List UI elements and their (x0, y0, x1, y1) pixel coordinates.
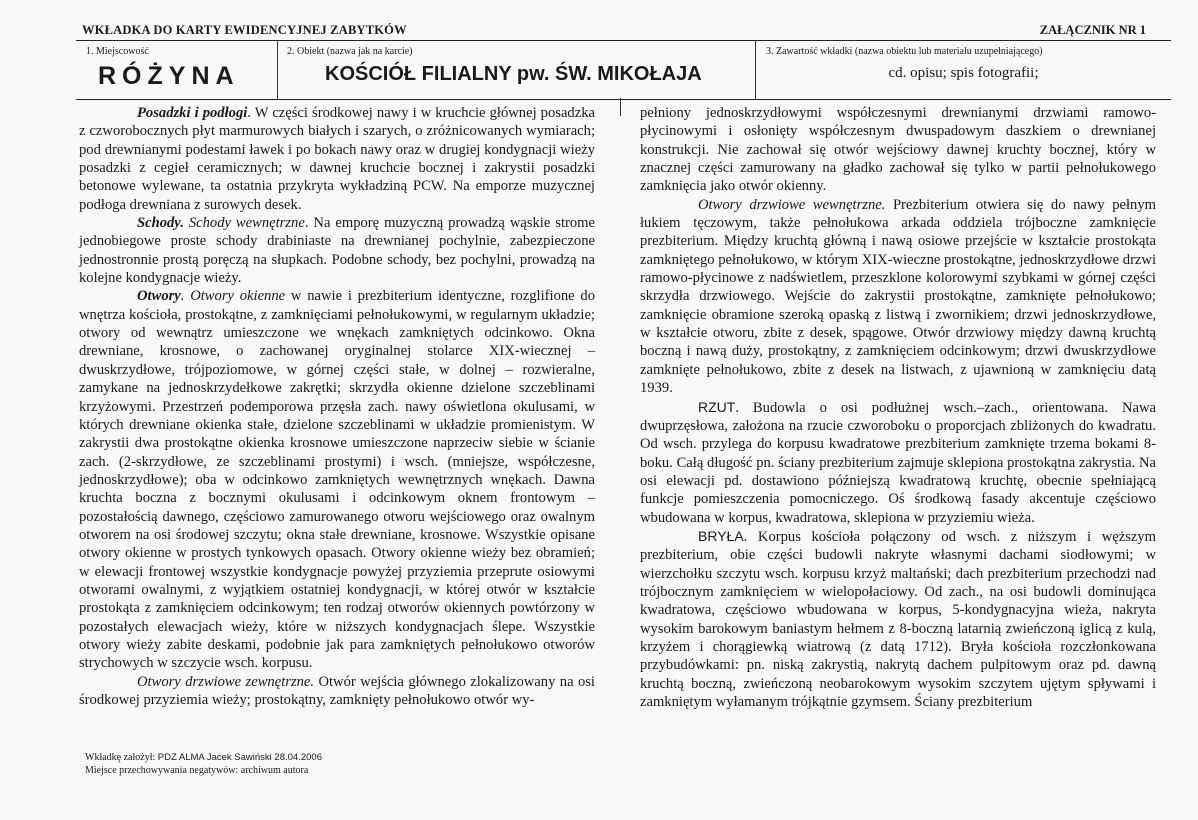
annex-number: ZAŁĄCZNIK NR 1 (1039, 23, 1146, 37)
heading-plan: RZUT (698, 398, 736, 415)
right-text-column (640, 104, 1156, 711)
locality-value: RÓŻYNA (98, 62, 240, 90)
heading-openings: Otwory (137, 288, 181, 305)
contents-cell (756, 41, 1171, 99)
author-label: Wkładkę założył: (85, 752, 156, 763)
subheading-exterior-doors: Otwory drzwiowe zewnętrzne. (137, 673, 315, 690)
heading-stairs: Schody. (137, 215, 184, 232)
object-cell (277, 41, 756, 99)
locality-cell (76, 41, 278, 99)
contents-label: 3. Zawartość wkładki (nazwa obiektu lub materiału uzupełniającego) (766, 46, 1043, 57)
heading-floors: Posadzki i podłogi (137, 105, 248, 121)
subheading-stairs: Schody wewnętrzne (183, 215, 305, 232)
paragraph-text: Otwór wejścia głównego zlokalizowany na osi środkowej przyziemia wieży; prostokątny, zamknięty pełnołukowo otwór wy- (79, 673, 595, 708)
paragraph-text: . Na emporę muzyczną prowadzą wąskie strome jednobiegowe proste schody drabiniaste na drewnianej pochylnie, zabezpieczone jednostronnie prostą poręczą na słupkach. Podobne schody, bez pochylni, prowadzą na kolejne kondygnacje wieży. (79, 215, 595, 287)
footer (85, 751, 322, 777)
object-label: 2. Obiekt (nazwa jak na karcie) (287, 46, 413, 57)
paragraph-interior-doors (640, 196, 1156, 398)
paragraph-openings (79, 287, 595, 672)
negatives-label: Miejsce przechowywania negatywów: (85, 765, 239, 776)
heading-mass: BRYŁA (698, 527, 744, 544)
paragraph-text: . Budowla o osi podłużnej wsch.–zach., orientowana. Nawa dwuprzęsłowa, założona na rzucie czworoboku o proporcjach zbliżonych do kwadratu. Od wsch. przylega do korpusu kwadratowe prezbiterium zamknięte trzema bokami 8-boku. Całą długość pn. ściany prezbiterium zajmuje sklepiona prostokątna zakrystia. Na osi elewacji pd. dostawiono późniejszą kwadratową kruchtę, obecnie spełniającą funkcje pomieszczenia pomocniczego. Oś środkową fasady akcentuje częściowo wbudowana w korpus, kwadratowa, sklepiona w przyziemiu wieża. (640, 399, 1156, 526)
negatives-value: archiwum autora (240, 765, 309, 776)
paragraph-stairs (79, 214, 595, 287)
document-title: WKŁADKA DO KARTY EWIDENCYJNEJ ZABYTKÓW (82, 23, 407, 37)
paragraph-plan (640, 398, 1156, 527)
author-value: PDZ ALMA Jacek Sawiński 28.04.2006 (157, 752, 322, 763)
locality-label: 1. Miejscowość (86, 46, 149, 57)
paragraph-continuation (640, 104, 1156, 196)
paragraph-text: pełniony jednoskrzydłowymi współczesnymi drewnianymi drzwiami ramowo-płycinowymi i osłonięty współczesnym dwuspadowym daszkiem o drewnianej konstrukcji. Nie zachował się otwór wejściowy dawnej kruchty bocznej, który w znacznej części zamurowany na gładko zachował się tylko w partii pełnołukowego zamknięcia jako otwór okienny. (640, 105, 1156, 195)
paragraph-text: w nawie i prezbiterium identyczne, rozglifione do wnętrza kościoła, prostokątne, z zamknięciami pełnołukowymi, w regularnym układzie; otwory od wewnątrz umieszczone we wnękach zamkniętych odcinkowo. Okna drewniane, krosnowe, o zachowanej oryginalnej stolarce XIX-wiecznej – dwuskrzydłowe, trójpoziomowe, w górnej części stałe, w dolnej – rozwieralne, zamykane na jednoskrzydełkowe zakrętki; skrzydła okienne dzielone szczeblinami krzyżowymi. Przestrzeń podemporowa przęsła zach. nawy oświetlona okulusami, w których drewniane okienka stałe, dzielone szczeblinami w układzie promienistym. W zakrystii dwa prostokątne okienka krosnowe umieszczone naprzeciw siebie w ścianie zach. (2-skrzydłowe, ze szczeblinami prostymi) i wsch. (mniejsze, współczesne, jednoskrzydłowe); oba w odcinkowo zamkniętych wewnętrznych wnękach. Dawna kruchta boczna z bocznymi okulusami i odcinkowym oknem frontowym – pozostałością dawnego, częściowo zamurowanego otworu wejściowego oraz owalnym otworem na osi środowej szczytu; okna stałe drewniane, krosnowe. Wszystkie opisane otwory okienne w prostych tynkowych opasach. Otwory okienne wieży bez obramień; w elewacji frontowej wszystkie kondygnacje powyżej przyziemia przeprute osiowymi otworami owalnymi, z wyjątkiem ostatniej kondygnacji, w której otwór w kształcie prostokąta z zamknięciem odcinkowym; ten rodzaj otworów okiennych powtórzony w pozostałych elewacjach wieży, które w niższych kondygnacjach ślepe. Wszystkie otwory wieży zabite deskami, podobnie jak para zamkniętych pełnołukowo otworów strychowych w szczycie wsch. korpusu. (79, 288, 596, 672)
left-text-column (79, 104, 595, 709)
paragraph-text: . Korpus kościoła połączony od wsch. z niższym i węższym prezbiterium, obie części budowli nakryte własnymi dachami siodłowymi; w wierzchołku szczytu wsch. korpusu krzyż maltański; dach prezbiterium przechodzi nad trójbocznym zamknięciem w wielopołaciowy. Od zach., na osi budowli dominująca kwadratowa, częściowo wbudowana w korpus, 5-kondygnacyjna wieża, nakryta wysokim barokowym baniastym hełmem z 8-boczną latarnią zwieńczoną iglicą z kulą, krzyżem i chorągiewką wiatrową (z datą 1712). Bryła kościoła rozczłonkowana przybudówkami: pn. niską zakrystią, nakrytą dachem pulpitowym oraz pd. dawną kruchtą boczną, zwieńczoną neobarokowym wysokim szczytem ujętym spływami i zamkniętym wyłamanym trójkątnie gzymsem. Ściany prezbiterium (640, 528, 1156, 710)
header-table (76, 40, 1171, 100)
paragraph-text: Prezbiterium otwiera się do nawy pełnym łukiem tęczowym, także pełnołukowa arkada oddziela trójboczne zamknięcie prezbiterium. Między kruchtą główną i nawą osiowe przejście w kształcie prostokąta zamkniętego pełnołukowo, w którym XIX-wieczne prostokątne, jednoskrzydłowe drzwi ramowo-płycinowe z nadświetlem, przeszklone kolorowymi szybkami w górnej części skrzydła drzwiowego. Wejście do zakrystii prostokątne, zamknięte pełnołukowo; zamknięcie obramione szeroką opaską z listwą i zwornikiem; drzwi jednoskrzydłowe, w kształcie otworu, zbite z desek, spągowe. Otwór drzwiowy między dawną kruchtą boczną i nawą duży, prostokątny, z zamknięciem odcinkowym; drzwi dwuskrzydłowe zamknięte pełnołukowo, zbite z desek na listwach, z ujawnioną w zamknięciu datą 1939. (640, 196, 1156, 397)
paragraph-floors (79, 104, 595, 214)
footer-negatives (85, 764, 322, 777)
subheading-interior-doors: Otwory drzwiowe wewnętrzne. (698, 196, 886, 213)
contents-value: cd. opisu; spis fotografii; (888, 65, 1039, 81)
paragraph-mass (640, 527, 1156, 711)
paragraph-exterior-doors (79, 673, 595, 710)
object-value: KOŚCIÓŁ FILIALNY pw. ŚW. MIKOŁAJA (325, 63, 702, 85)
footer-author (85, 751, 322, 764)
paragraph-text: . W części środkowej nawy i w kruchcie głównej posadzka z czworobocznych płyt marmurowych białych i szarych, o zróżnicowanych wymiarach; pod drewnianymi podestami ławek i po bokach nawy oraz w drugiej kondygnacji wieży posadzki z cegieł ceramicznych; w dawnej kruchcie bocznej i zakrystii posadzki betonowe wylewane, ta ostatnia przykryta wykładziną PCW. Na emporze muzycznej podłoga drewniana z surowych desek. (79, 105, 595, 213)
column-divider (620, 98, 621, 116)
subheading-windows: . Otwory okienne (180, 288, 286, 305)
